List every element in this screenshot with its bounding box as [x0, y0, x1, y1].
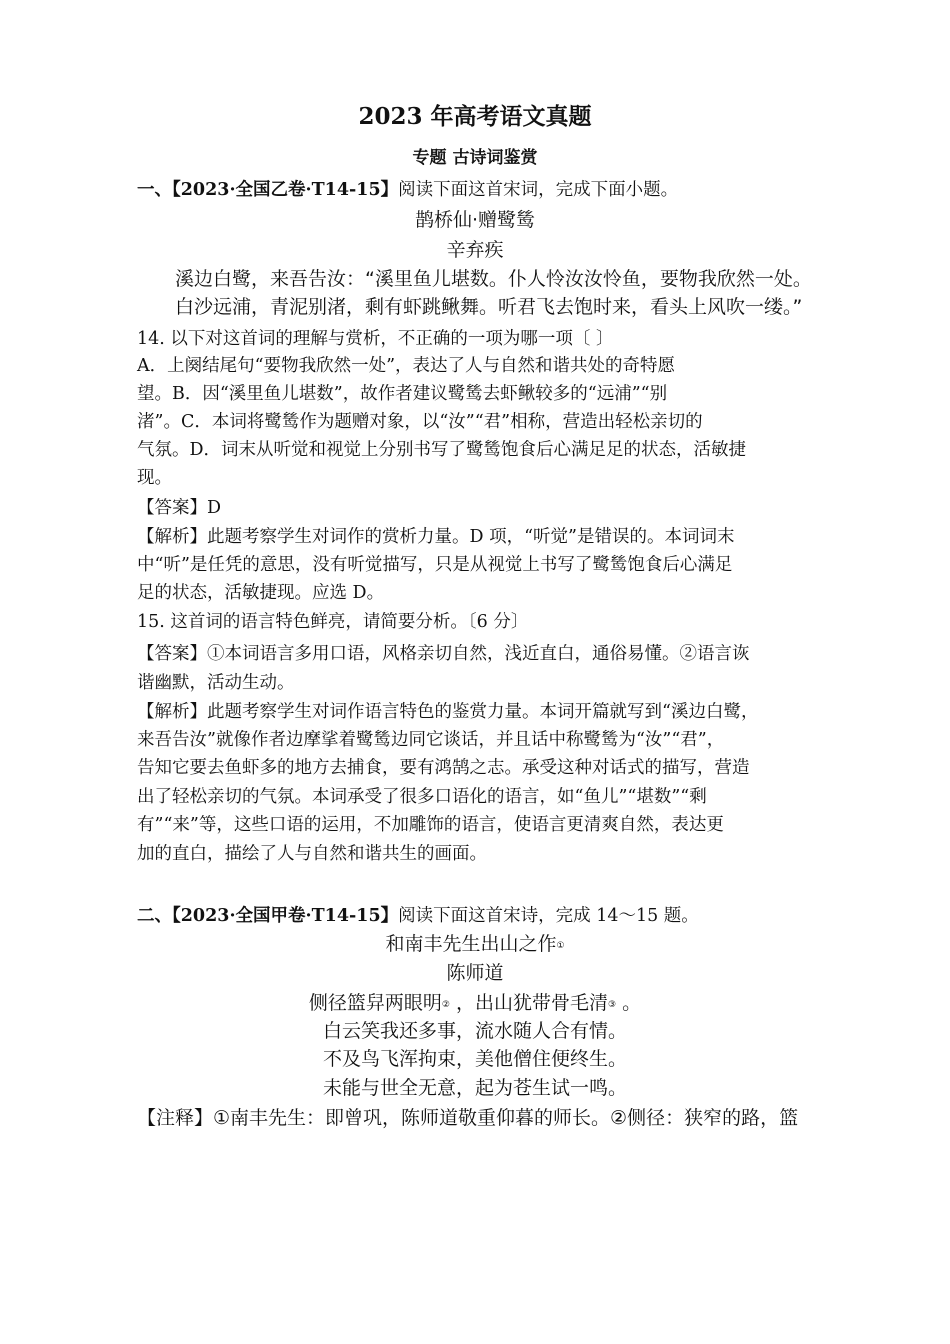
- q15-explanation: 有”“来”等，这些口语的运用，不加雕饰的语言，使语言更清爽自然，表达更: [137, 815, 724, 835]
- q15-explanation: 告知它要去鱼虾多的地方去捕食，要有鸿鹄之志。承受这种对话式的描写，营造: [137, 758, 750, 778]
- section1-number: 一、: [137, 180, 172, 200]
- q14-option-text: 渚”。C．本词将鹭鸶作为题赠对象，以“汝”“君”相称，营造出轻松亲切的: [137, 412, 703, 432]
- section2-tag: 【2023·全国甲卷·T14-15】: [172, 906, 399, 926]
- section2-annotation: 【注释】①南丰先生：即曾巩，陈师道敬重仰暮的师长。②侧径：狭窄的路，篮: [137, 1107, 799, 1129]
- section2-poem-title-text: 和南丰先生出山之作: [385, 933, 557, 955]
- section2-number: 二、: [137, 906, 172, 926]
- section2-poem-line: 白云笑我还多事，流水随人合有情。: [322, 1020, 627, 1042]
- q15-answer: 谐幽默，活动生动。: [137, 673, 295, 693]
- q14-option-text: 气氛。D．词末从听觉和视觉上分别书写了鹭鸶饱食后心满足足的状态，活敏捷: [137, 440, 747, 460]
- question-15: 15. 这首词的语言特色鲜亮，请简要分析。〔6 分〕: [137, 612, 529, 632]
- section1-poem-line: 溪边白鹭，来吾告汝：“溪里鱼儿堪数。仆人怜汝汝怜鱼，要物我欣然一处。: [175, 268, 812, 290]
- q14-explanation: 足的状态，活敏捷现。应选 D。: [137, 583, 385, 603]
- page-title: 2023 年高考语文真题: [358, 103, 592, 130]
- q15-explanation: 出了轻松亲切的气氛。本词承受了很多口语化的语言，如“鱼儿”“堪数”“剩: [137, 787, 707, 807]
- section1-poem-title: 鹊桥仙·赠鹭鸶: [414, 209, 536, 231]
- q14-option-text: 望。B．因“溪里鱼儿堪数”，故作者建议鹭鸶去虾鳅较多的“远浦”“别: [137, 384, 668, 404]
- q15-answer: 【答案】①本词语言多用口语，风格亲切自然，浅近直白，通俗易懂。②语言诙: [137, 644, 750, 664]
- section1-intro: 阅读下面这首宋词，完成下面小题。: [398, 180, 679, 200]
- footnote-marker: ②: [441, 1000, 450, 1010]
- section1-poem-line: 白沙远浦，青泥别渚，剩有虾跳鳅舞。听君飞去饱时来，看头上风吹一缕。”: [175, 296, 803, 318]
- question-14: 14. 以下对这首词的理解与赏析，不正确的一项为哪一项〔 〕: [137, 329, 614, 349]
- section2-intro: 阅读下面这首宋诗，完成 14～15 题。: [398, 906, 699, 926]
- q15-explanation: 【解析】此题考察学生对词作语言特色的鉴赏力量。本词开篇就写到“溪边白鹭，: [137, 702, 759, 722]
- section1-tag: 【2023·全国乙卷·T14-15】: [172, 180, 399, 200]
- section2-poem-line: 不及鸟飞浑拘束，美他僧住便终生。: [322, 1048, 627, 1070]
- footnote-marker: ③: [608, 1000, 617, 1010]
- section2-heading: [137, 902, 699, 930]
- section2-poem-title: [0, 929, 950, 961]
- poem-line-part: 。: [616, 992, 642, 1014]
- q14-explanation: 中“听”是任凭的意思，没有听觉描写，只是从视觉上书写了鹭鸶饱食后心满足: [137, 555, 733, 575]
- q14-answer: 【答案】D: [137, 498, 222, 518]
- section1-poem-author: 辛弃疾: [446, 239, 504, 261]
- page-subtitle: 专题 古诗词鉴赏: [412, 148, 538, 168]
- q14-explanation: 【解析】此题考察学生对词作的赏析力量。D 项，“听觉”是错误的。本词词末: [137, 527, 735, 547]
- section1-heading: [137, 176, 678, 204]
- poem-line-part: ，出山犹带骨毛清: [449, 992, 608, 1014]
- q14-option-text: 现。: [137, 468, 172, 488]
- q15-explanation: 加的直白，描绘了人与自然和谐共生的画面。: [137, 844, 487, 864]
- section2-poem-author: 陈师道: [446, 962, 504, 984]
- poem-line-part: 侧径篮舁两眼明: [308, 992, 442, 1014]
- section2-poem-line: 未能与世全无意，起为苍生试一鸣。: [322, 1077, 627, 1099]
- footnote-marker: ①: [556, 941, 565, 951]
- q15-explanation: 来吾告汝”就像作者边摩挲着鹭鸶边同它谈话，并且话中称鹭鸶为“汝”“君”，: [137, 730, 725, 750]
- q14-option-text: A．上阕结尾句“要物我欣然一处”，表达了人与自然和谐共处的奇特愿: [137, 356, 676, 376]
